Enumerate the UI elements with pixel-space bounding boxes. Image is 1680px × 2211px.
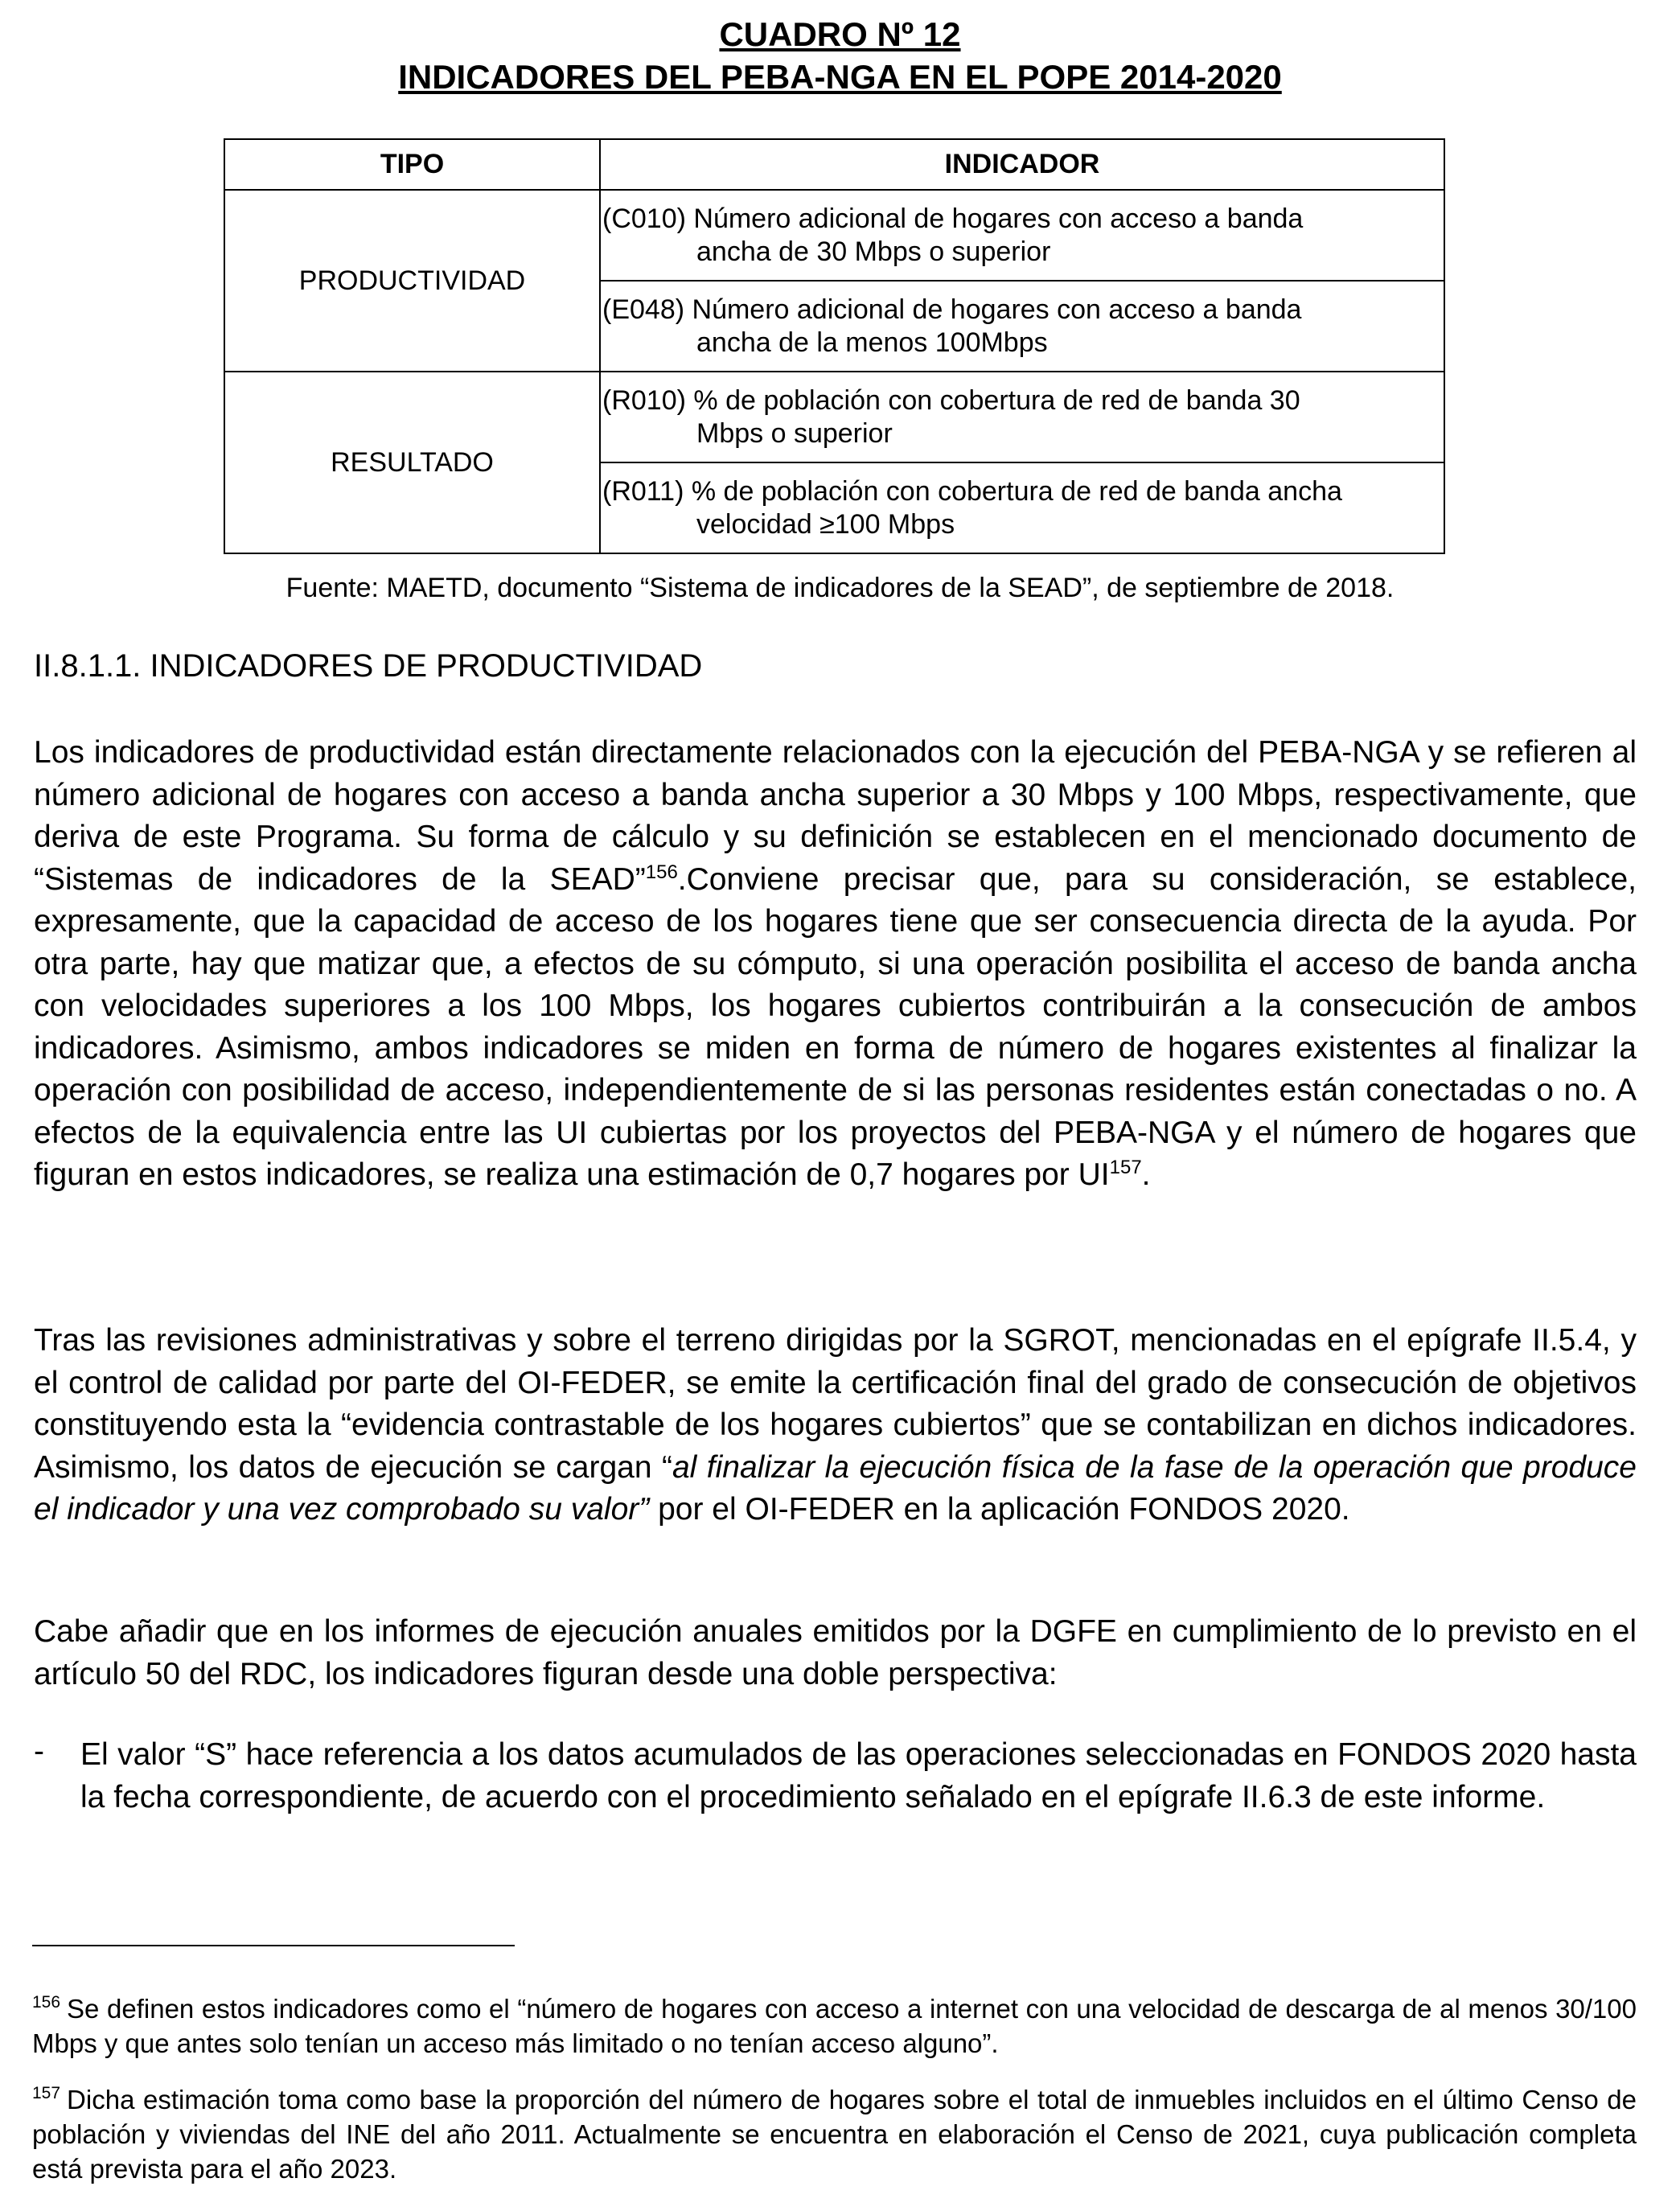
text: .Conviene precisar que, para su consideración, se establece, expresamente, que la capacidad de acceso de los hogares tiene que ser consecuencia directa de la ayuda. Por otra parte, hay que matizar que, a efectos de su cómputo, si una operación posibilita el acceso de banda ancha con velocidades superiores a los 100 Mbps, los hogares cubiertos contribuirán a la consecución de ambos indicadores. Asimismo, ambos indicadores se miden en forma de número de hogares existentes al finalizar la operación con posibilidad de acceso, independientemente de si las personas residentes están conectadas o no. A efectos de la equivalencia entre las UI cubiertas por los proyectos del PEBA-NGA y el número de hogares que figuran en estos indicadores, se realiza una estimación de 0,7 hogares por UI xyxy=(34,861,1637,1192)
indicator-cell xyxy=(600,462,1444,553)
footnote-text: Dicha estimación toma como base la proporción del número de hogares sobre el total de inmuebles incluidos en el último Censo de población y viviendas del INE del año 2011. Actualmente se encuentra en elaboración el Censo de 2021, cuya publicación completa está prevista para el año 2023. xyxy=(32,2085,1637,2184)
indicator-text: % de población con cobertura de red de banda ancha xyxy=(691,475,1342,507)
indicator-text-cont: velocidad ≥100 Mbps xyxy=(696,508,955,540)
footnote-157 xyxy=(32,2082,1637,2186)
indicator-text: Número adicional de hogares con acceso a banda xyxy=(692,294,1302,325)
footnote-text: Se definen estos indicadores como el “número de hogares con acceso a internet con una velocidad de descarga de al menos 30/100 Mbps y que antes solo tenían un acceso más limitado o no tenían acceso alguno”. xyxy=(32,1994,1637,2058)
indicator-text: Número adicional de hogares con acceso a banda xyxy=(693,203,1304,234)
indicators-table xyxy=(224,138,1445,554)
indicator-cell xyxy=(600,190,1444,281)
indicator-code: (R010) xyxy=(602,384,686,416)
paragraph-1 xyxy=(34,732,1637,1197)
indicator-code: (C010) xyxy=(602,203,686,234)
table-header-row xyxy=(224,139,1444,190)
footnote-number: 157 xyxy=(32,2084,61,2102)
footnote-ref-157[interactable]: 157 xyxy=(1109,1157,1142,1178)
text: Los indicadores de productividad están directamente relacionados con la ejecución del PEBA-NGA y se refieren al número adicional de hogares con acceso a banda ancha superior a 30 Mbps y 100 Mbps, respectivamente, que deriva de este Programa. Su forma de cálculo y su definición se establecen en el mencionado documento de “Sistemas de indicadores de la SEAD” xyxy=(34,735,1637,897)
table-row xyxy=(224,190,1444,281)
indicator-text: % de población con cobertura de red de banda 30 xyxy=(693,384,1300,416)
section-heading: II.8.1.1. INDICADORES DE PRODUCTIVIDAD xyxy=(34,648,703,684)
footnote-156 xyxy=(32,1991,1637,2061)
text: . xyxy=(1141,1157,1151,1192)
table-caption-number: CUADRO Nº 12 xyxy=(719,15,961,53)
indicator-code: (E048) xyxy=(602,294,685,325)
header-tipo: TIPO xyxy=(224,139,600,190)
text: por el OI-FEDER en la aplicación FONDOS 2020. xyxy=(649,1492,1350,1527)
italic-quote: al finalizar la ejecución física de la fase de la operación que produce el indicador y una vez comprobado su valor” xyxy=(34,1449,1637,1527)
table-source: Fuente: MAETD, documento “Sistema de indicadores de la SEAD”, de septiembre de 2018. xyxy=(285,573,1395,603)
footnote-number: 156 xyxy=(32,1993,61,2012)
indicator-code: (R011) xyxy=(602,475,684,507)
text: Tras las revisiones administrativas y sobre el terreno dirigidas por la SGROT, mencionadas en el epígrafe II.5.4, y el control de calidad por parte del OI-FEDER, se emite la certificación final del grado de consecución de objetivos constituyendo esta la “evidencia contrastable de los hogares cubiertos” que se contabilizan en dichos indicadores. Asimismo, los datos de ejecución se cargan “ xyxy=(34,1323,1637,1485)
paragraph-2 xyxy=(34,1320,1637,1531)
indicator-text-cont: Mbps o superior xyxy=(696,417,893,449)
paragraph-3: Cabe añadir que en los informes de ejecución anuales emitidos por la DGFE en cumplimiento de lo previsto en el artículo 50 del RDC, los indicadores figuran desde una doble perspectiva: xyxy=(34,1614,1637,1691)
footnote-ref-156[interactable]: 156 xyxy=(645,861,678,883)
tipo-cell: PRODUCTIVIDAD xyxy=(224,190,600,372)
indicator-cell xyxy=(600,372,1444,462)
table-caption-title: INDICADORES DEL PEBA-NGA EN EL POPE 2014-2020 xyxy=(398,58,1282,96)
bullet-text: El valor “S” hace referencia a los datos acumulados de las operaciones seleccionadas en FONDOS 2020 hasta la fecha correspondiente, de acuerdo con el procedimiento señalado en el epígrafe II.6.3 de este informe. xyxy=(80,1737,1637,1814)
indicator-text-cont: ancha de 30 Mbps o superior xyxy=(696,236,1051,267)
indicator-text-cont: ancha de la menos 100Mbps xyxy=(696,327,1048,358)
tipo-cell: RESULTADO xyxy=(224,372,600,553)
bullet-marker: - xyxy=(34,1734,44,1769)
indicator-cell xyxy=(600,281,1444,372)
table-row xyxy=(224,372,1444,462)
header-indicador: INDICADOR xyxy=(600,139,1444,190)
footnote-separator xyxy=(32,1945,515,1946)
